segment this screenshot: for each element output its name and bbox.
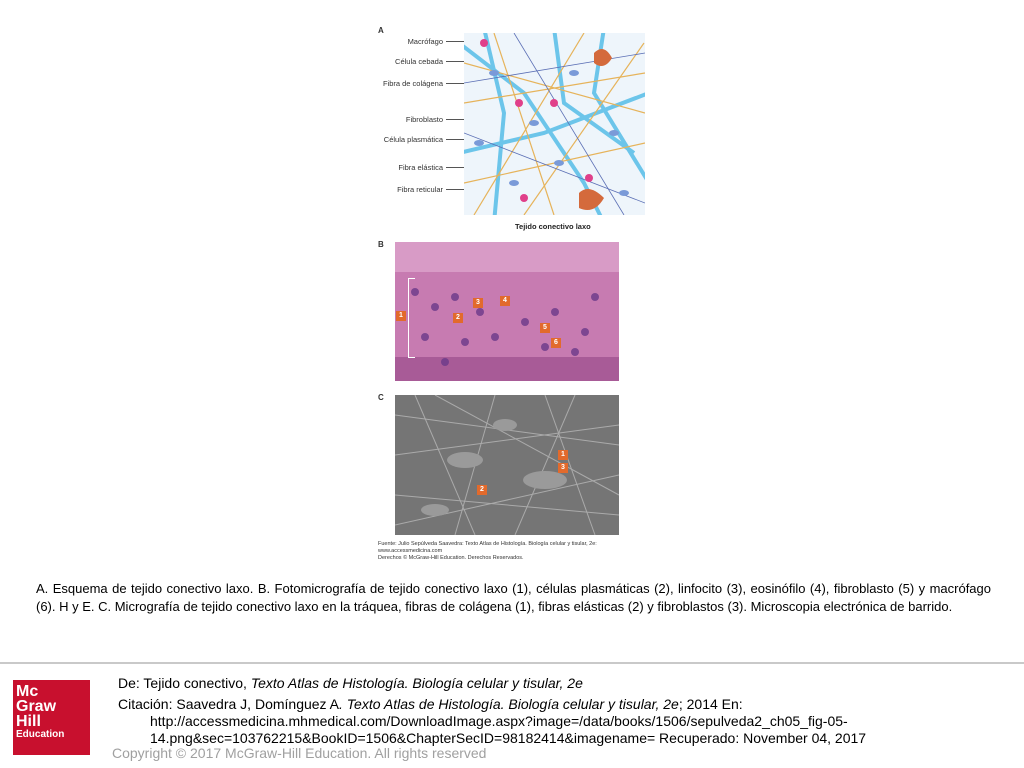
- label-fibra-elastica: Fibra elástica: [398, 163, 443, 172]
- marker-4: 4: [500, 296, 510, 306]
- marker-1: 1: [396, 311, 406, 321]
- label-macrofago: Macrófago: [407, 37, 443, 46]
- panel-b-micrograph: [395, 242, 619, 381]
- panel-a-caption: Tejido conectivo laxo: [515, 222, 591, 231]
- label-fibra-colagena: Fibra de colágena: [382, 79, 443, 88]
- source-line-2: www.accessmedicina.com: [378, 548, 443, 554]
- panel-a-letter: A: [378, 26, 384, 35]
- label-fibroblasto: Fibroblasto: [405, 115, 443, 124]
- panel-a-illustration: [464, 33, 645, 215]
- cita-prefix: Citación: Saavedra J, Domínguez A: [118, 696, 340, 712]
- label-fibra-reticular: Fibra reticular: [397, 185, 443, 194]
- marker-2: 2: [453, 313, 463, 323]
- logo-line-4: Education: [16, 729, 65, 740]
- logo-line-3: Hill: [16, 713, 41, 730]
- copyright: Copyright © 2017 McGraw-Hill Education. All rights reserved: [112, 745, 487, 761]
- logo-line-1: Mc: [16, 683, 39, 700]
- citation-url-line-2[interactable]: 14.png&sec=103762215&BookID=1506&ChapterSecID=98182414&imagename= Recuperado: November 04, 2017: [150, 730, 867, 746]
- cita-suffix: ; 2014 En:: [678, 696, 743, 712]
- citation-url-line-1[interactable]: http://accessmedicina.mhmedical.com/DownloadImage.aspx?image=/data/books/1506/sepulveda2_ch05_fig-05-: [150, 713, 848, 729]
- source-line-3: Derechos © McGraw-Hill Education. Derechos Reservados.: [378, 555, 524, 561]
- figure-caption: A. Esquema de tejido conectivo laxo. B. Fotomicrografía de tejido conectivo laxo (1), células plasmáticas (2), linfocito (3), eosinófilo (4), fibroblasto (5) y macrófago (6). H y E. C. Micrografía de tejido conectivo laxo en la tráquea, fibras de colágena (1), fibras elásticas (2) y fibroblastos (3). Microscopia electrónica de barrido.: [36, 581, 991, 614]
- mcgraw-hill-logo: [13, 680, 90, 755]
- de-title: Texto Atlas de Histología. Biología celular y tisular, 2e: [250, 675, 583, 691]
- divider: [0, 662, 1024, 664]
- source-line-1: Fuente: Julio Sepúlveda Saavedra: Texto Atlas de Histología. Biología celular y tisular, 2e:: [378, 541, 597, 547]
- marker-5: 5: [540, 323, 550, 333]
- logo-line-2: Graw: [16, 698, 57, 715]
- figure-source: [378, 541, 658, 562]
- de-line: [118, 675, 583, 691]
- label-celula-cebada: Célula cebada: [395, 57, 443, 66]
- label-celula-plasmatica: Célula plasmática: [383, 135, 443, 144]
- marker-c-3: 3: [558, 463, 568, 473]
- marker-3: 3: [473, 298, 483, 308]
- bracket: [408, 278, 415, 358]
- panel-b-letter: B: [378, 240, 384, 249]
- marker-6: 6: [551, 338, 561, 348]
- citation: [118, 696, 998, 747]
- cita-title: . Texto Atlas de Histología. Biología celular y tisular, 2e: [339, 696, 679, 712]
- marker-c-1: 1: [558, 450, 568, 460]
- marker-c-2: 2: [477, 485, 487, 495]
- panel-c-sem-micrograph: [395, 395, 619, 535]
- de-prefix: De: Tejido conectivo,: [118, 675, 251, 691]
- panel-c-letter: C: [378, 393, 384, 402]
